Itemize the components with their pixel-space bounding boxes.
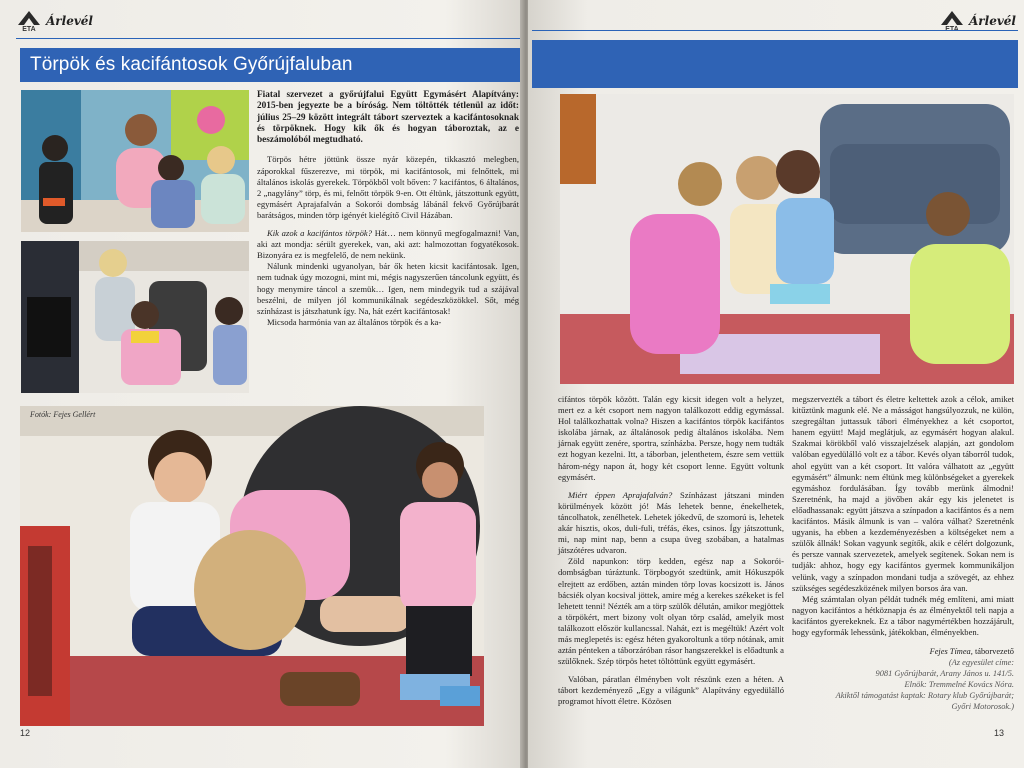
paragraph: Kik azok a kacifántos törpök? Hát… nem könnyű megfogalmazni! Van, aki azt mondja: sérült gyerekek, van, aki azt: halmozottan fogyatékosok. Bizonyára ez is megfelelő, de nem nekünk. bbox=[257, 228, 520, 261]
page-number-left: 12 bbox=[20, 728, 31, 738]
author-name: Fejes Tímea, bbox=[929, 647, 973, 657]
brand-left bbox=[16, 10, 93, 32]
brand-name: Árlevél bbox=[969, 14, 1016, 28]
text-column-1 bbox=[257, 90, 519, 328]
paragraph: Valóban, páratlan élményben volt részünk ezen a héten. A tábort kezdeményező „Egy a világunk” Alapítvány egyedülálló programot hívott életre. Közösen bbox=[558, 674, 784, 707]
signature-line: (Az egyesület címe: bbox=[948, 658, 1014, 668]
header-rule bbox=[532, 30, 1018, 31]
signature-line: Akiktől támogatást kaptak: Rotary klub Győrújbarát; bbox=[835, 691, 1014, 701]
photo-woman-children bbox=[21, 90, 249, 232]
photo-caption: Fotók: Fejes Gellért bbox=[30, 410, 96, 419]
signature-block bbox=[792, 646, 1014, 712]
paragraph: Zöld napunkon: törp kedden, egész nap a Sokorói-dombságban túráztunk. Törpbogyót szedtünk, amit Hókuszpók elrejtett az erdőben, aztán minden törp lovas kocsizott is. János bácsiék olyan kocsival jöttek, amire még a kerekes székeket is fel lehetett tenni! Nézték am a törp szülők délután, amikor megjöttek a törpökért, mert bizony volt olyan törp család, amelyik most találkozott először kullancssal. Nahát, ezt is megéltük! Azért volt más meglepetés is: egész héten gyakoroltunk a törp nótának, amit aztán pénteken a táborzáróban rásor hangszerekkel is előadtunk a szülőknek. Szép törpös hetet töltöttünk együtt egymásért. bbox=[558, 556, 784, 667]
article-title: Törpök és kacifántosok Győrújfaluban bbox=[30, 54, 353, 75]
header-rule bbox=[16, 38, 522, 39]
title-bar-right bbox=[532, 40, 1018, 88]
photo-girls-crafting bbox=[560, 94, 1014, 384]
signature-line: 9081 Győrújbarát, Arany János u. 141/5. bbox=[875, 669, 1014, 679]
paragraph: Micsoda harmónia van az általános törpök és a ka- bbox=[267, 316, 442, 327]
question-heading: Kik azok a kacifántos törpök? bbox=[267, 228, 373, 239]
author-role: táborvezető bbox=[974, 647, 1014, 657]
signature-line: Győri Motorosok.) bbox=[951, 702, 1014, 712]
paragraph: Nálunk mindenki ugyanolyan, bár ők heten kicsit kacifántosak. Igen, nem tudnak úgy mozogni, mint mi, mégis nagyszerűen táncolunk együtt, és hogy menymire táncol a szemük… Igen, nem mindegyik tud a szájával beszélni, de milyen jól kommunikálnak segédeszközökkel. Sőt, még színházast is játszhatunk így. Na, hát ezért kacifántosak! bbox=[257, 261, 519, 316]
page-number-right: 13 bbox=[993, 728, 1004, 738]
paragraph: Törpös hétre jöttünk össze nyár közepén, tikkasztó melegben, záporokkal fűszerezve, mi törpök, mi kacifántosok, mi felnőttek, mi általános iskolás gyerekek. Törpökből volt bőven: 7 kacifántos, 6 általános, 2 „nagylány” törp, és mi, felnőtt törpök 9-en. Ott éltünk, játszottunk együtt, egymásért Aprajafalván a Sokorói dombság lábánál fekvő Győrújbarát barátságos, minden törp igényét kielégítő Civil Házában. bbox=[257, 154, 519, 220]
text-column-3 bbox=[792, 394, 1014, 712]
lead-paragraph: Fiatal szervezet a győrújfalui Együtt Egymásért Alapítvány: 2015-ben jegyezte be a bíróság. Nem töltötték tétlenül az időt: július 25–29 között integrált tábort szerveztek a kacifántosoknak és törpöknek. Hogy kik ők és hogyan táboroztak, az e beszámolóból megtudható. bbox=[257, 90, 519, 146]
right-page bbox=[528, 0, 1024, 768]
paragraph: megszervezték a tábort és életre keltettek azok a célok, amiket kitűztünk magunk elé. Ne a másságot hangsúlyozzuk, ne külön, szegregáltan juttassuk tábori élményekhez a két csoportot, hanem együtt! Majd meglátjuk, az egymásért hogyan alakul. Szakmai körökből való visszajelzések alapján, azt gondolom valóban egyedülálló volt ez a tábor. Kevés olyan táborról tudok, ahol együtt van a két csoport. Itt valóra válhatott az „együtt egymásért” álmunk: nem éltünk meg különbségeket a gyerekek egymáshoz fordulásában. Így tovább merünk álmodni! Szeretnénk, ha majd a jövőben akár egy kis jelenetet is előadhassanak: együtt játszva a színpadon a kacifántos és a nem kacifántos. Másik álmunk is van – valóra válhat? Szeretnénk ugyanis, ha ebben a kezdeményezésben a költségeket nem a szülők állnák! Sokan vagyunk segítők, akik e célért dolgozunk, és persze vannak szervezetek, amelyek segítenek. Sokan nem is tudják: ahhoz, hogy egy kacifántos gyermek kommunikáljon velünk, vagy a színpadon mondani tudja a szövegét, az ehhez szükséges segédeszközének milyen borsos ára van. bbox=[792, 394, 1014, 593]
eta-logo-icon: ETA bbox=[16, 10, 42, 32]
photo-children-playing bbox=[20, 406, 484, 726]
title-bar bbox=[20, 48, 522, 82]
question-heading: Miért éppen Aprajafalván? bbox=[568, 489, 673, 500]
paragraph: Még számtalan olyan példát tudnék még említeni, ami miatt nagyon kacifántos a hétköznapja és az élményektől teli napja a kacifántos gyerekeknek. Ez a tábor nagymértékben hozzájárult, hogy egyformák lehessünk, játékokban, élményekben. bbox=[792, 593, 1014, 637]
signature-line: Elnök: Tremmelné Kovács Nóra. bbox=[904, 680, 1014, 690]
paragraph: Miért éppen Aprajafalván? Színházast játszani minden körülmények között jó! Más lehetek benne, énekelhetek, táncolhatok, zenélhetek. Lehetek jókedvű, de szomorú is, lehetek akár hisztis, okos, duli-fuli, tréfás, ékes, csinos. Így játszottunk, mi, nap mint nap, benn a csupa üveg szobában, a hatalmas játszótéres udvaron. bbox=[558, 489, 784, 556]
text-column-2 bbox=[558, 394, 784, 708]
photo-girls-wheelchair bbox=[21, 241, 249, 393]
eta-logo-icon bbox=[939, 10, 965, 32]
brand-name: Árlevél bbox=[46, 14, 93, 28]
paragraph: cifántos törpök között. Talán egy kicsit idegen volt a helyzet, mert ez a két csoport nem nagyon találkozott eddig egymással. Hol találkozhattak volna? Hiszen a kacifántos törpök kacifántos iskolába járnak, az általánosok pedig általános iskolába. Nem járnak együtt zenére, sportra, színházba. Persze, hogy nem tudták ezt hogyan kezelni. Itt, a táborban, jelenthetem, észre sem vettük három-négy napon át, hogy két csoport lenne. Együtt voltunk egymásért. bbox=[558, 394, 784, 482]
brand-right bbox=[939, 10, 1016, 32]
